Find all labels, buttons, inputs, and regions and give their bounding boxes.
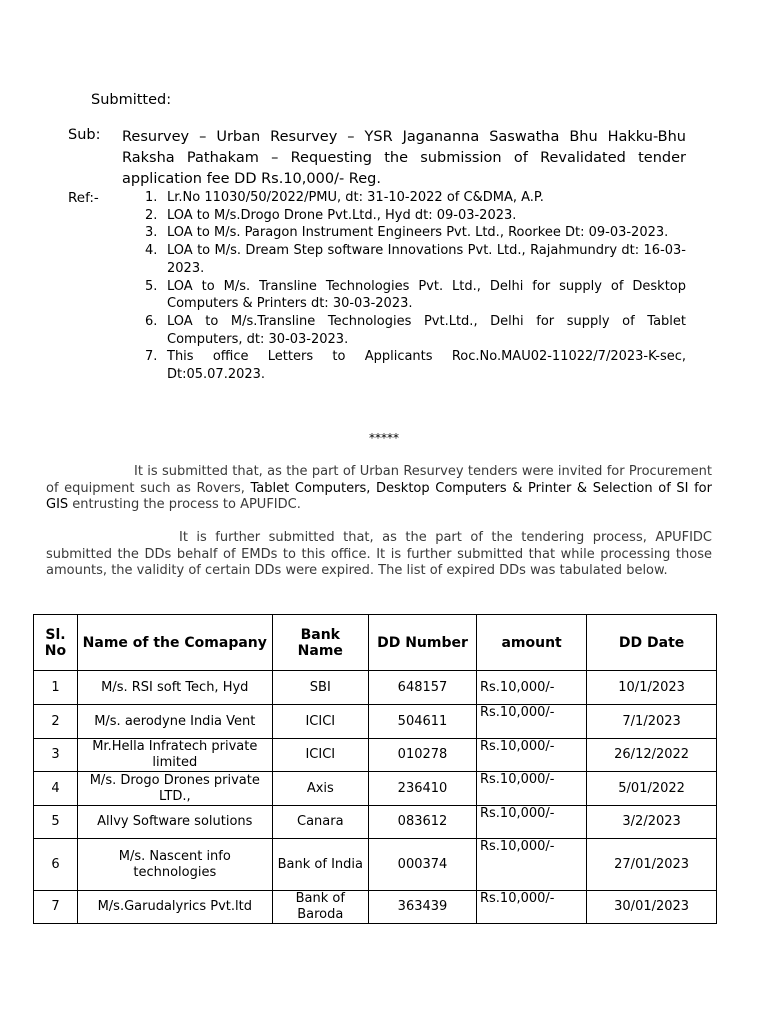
cell-date: 5/01/2022: [587, 772, 717, 806]
table-header-row: [34, 615, 717, 671]
cell-sl: 7: [34, 891, 78, 924]
table-row: [34, 772, 717, 806]
cell-bank: Canara: [272, 806, 368, 839]
submitted-heading: Submitted:: [91, 92, 172, 108]
separator-stars: *****: [369, 431, 399, 445]
cell-sl: 6: [34, 839, 78, 891]
cell-amount: Rs.10,000/-: [476, 839, 586, 891]
header-dd-date: DD Date: [587, 615, 717, 671]
reference-item: 7. This office Letters to Applicants Roc.No.MAU02-11022/7/2023-K-sec, Dt:05.07.2023.: [145, 349, 686, 383]
header-bank: Bank Name: [272, 615, 368, 671]
cell-amount: Rs.10,000/-: [476, 705, 586, 739]
cell-company: M/s. Nascent info technologies: [77, 839, 272, 891]
cell-company: M/s. aerodyne India Vent: [77, 705, 272, 739]
cell-company: M/s. RSI soft Tech, Hyd: [77, 671, 272, 705]
cell-dd: 236410: [369, 772, 477, 806]
cell-date: 26/12/2022: [587, 739, 717, 772]
cell-sl: 1: [34, 671, 78, 705]
cell-sl: 2: [34, 705, 78, 739]
table-row: [34, 891, 717, 924]
cell-amount: Rs.10,000/-: [476, 671, 586, 705]
cell-bank: ICICI: [272, 705, 368, 739]
cell-sl: 5: [34, 806, 78, 839]
cell-dd: 000374: [369, 839, 477, 891]
reference-item: 2. LOA to M/s.Drogo Drone Pvt.Ltd., Hyd dt: 09-03-2023.: [145, 207, 517, 223]
header-dd-number: DD Number: [369, 615, 477, 671]
cell-date: 10/1/2023: [587, 671, 717, 705]
subject-text: Resurvey – Urban Resurvey – YSR Jagananna Saswatha Bhu Hakku-Bhu Raksha Pathakam – Requesting the submission of Revalidated tender application fee DD Rs.10,000/- Reg.: [122, 129, 686, 187]
cell-date: 3/2/2023: [587, 806, 717, 839]
reference-list: [145, 189, 686, 384]
cell-sl: 3: [34, 739, 78, 772]
reference-item: 4. LOA to M/s. Dream Step software Innovations Pvt. Ltd., Rajahmundry dt: 16-03-2023.: [145, 243, 686, 276]
cell-bank: ICICI: [272, 739, 368, 772]
cell-dd: 010278: [369, 739, 477, 772]
table-row: [34, 839, 717, 891]
cell-amount: Rs.10,000/-: [476, 806, 586, 839]
table-row: [34, 806, 717, 839]
header-company: Name of the Comapany: [77, 615, 272, 671]
cell-amount: Rs.10,000/-: [476, 772, 586, 806]
table-row: [34, 739, 717, 772]
cell-dd: 648157: [369, 671, 477, 705]
cell-bank: Bank of India: [272, 839, 368, 891]
reference-item: 1. Lr.No 11030/50/2022/PMU, dt: 31-10-2022 of C&DMA, A.P.: [145, 190, 544, 205]
header-sl-no: Sl. No: [34, 615, 78, 671]
cell-sl: 4: [34, 772, 78, 806]
paragraph-1-highlight: Tablet Computers, Desktop Computers & Printer & Selection of SI for GIS: [46, 480, 712, 512]
reference-item: 6. LOA to M/s.Transline Technologies Pvt.Ltd., Delhi for supply of Tablet Computers, dt: 30-03-2023.: [145, 313, 686, 347]
cell-amount: Rs.10,000/-: [476, 891, 586, 924]
cell-company: M/s. Drogo Drones private LTD.,: [77, 772, 272, 806]
table-row: [34, 705, 717, 739]
cell-bank: Bank of Baroda: [272, 891, 368, 924]
cell-dd: 363439: [369, 891, 477, 924]
cell-dd: 504611: [369, 705, 477, 739]
subject-label: Sub:: [68, 127, 101, 143]
cell-company: Allvy Software solutions: [77, 806, 272, 839]
cell-dd: 083612: [369, 806, 477, 839]
cell-bank: Axis: [272, 772, 368, 806]
table-row: [34, 671, 717, 705]
cell-company: Mr.Hella Infratech private limited: [77, 739, 272, 772]
cell-amount: Rs.10,000/-: [476, 739, 586, 772]
paragraph-1: It is submitted that, as the part of Urban Resurvey tenders were invited for Procurement of equipment such as Rovers, Tablet Computers, Desktop Computers & Printer & Selection of SI for GIS entrusting the process to APUFIDC.: [46, 464, 712, 512]
expired-dd-table: [33, 614, 717, 924]
cell-company: M/s.Garudalyrics Pvt.ltd: [77, 891, 272, 924]
reference-item: 3. LOA to M/s. Paragon Instrument Engineers Pvt. Ltd., Roorkee Dt: 09-03-2023.: [145, 225, 669, 241]
reference-item: 5. LOA to M/s. Transline Technologies Pvt. Ltd., Delhi for supply of Desktop Computers & Printers dt: 30-03-2023.: [145, 278, 686, 312]
cell-bank: SBI: [272, 671, 368, 705]
cell-date: 7/1/2023: [587, 705, 717, 739]
paragraph-2: It is further submitted that, as the part of the tendering process, APUFIDC submitted the DDs behalf of EMDs to this office. It is further submitted that while processing those amounts, the validity of certain DDs were expired. The list of expired DDs was tabulated below.: [46, 530, 712, 578]
header-amount: amount: [476, 615, 586, 671]
reference-label: Ref:-: [68, 190, 99, 206]
cell-date: 30/01/2023: [587, 891, 717, 924]
cell-date: 27/01/2023: [587, 839, 717, 891]
